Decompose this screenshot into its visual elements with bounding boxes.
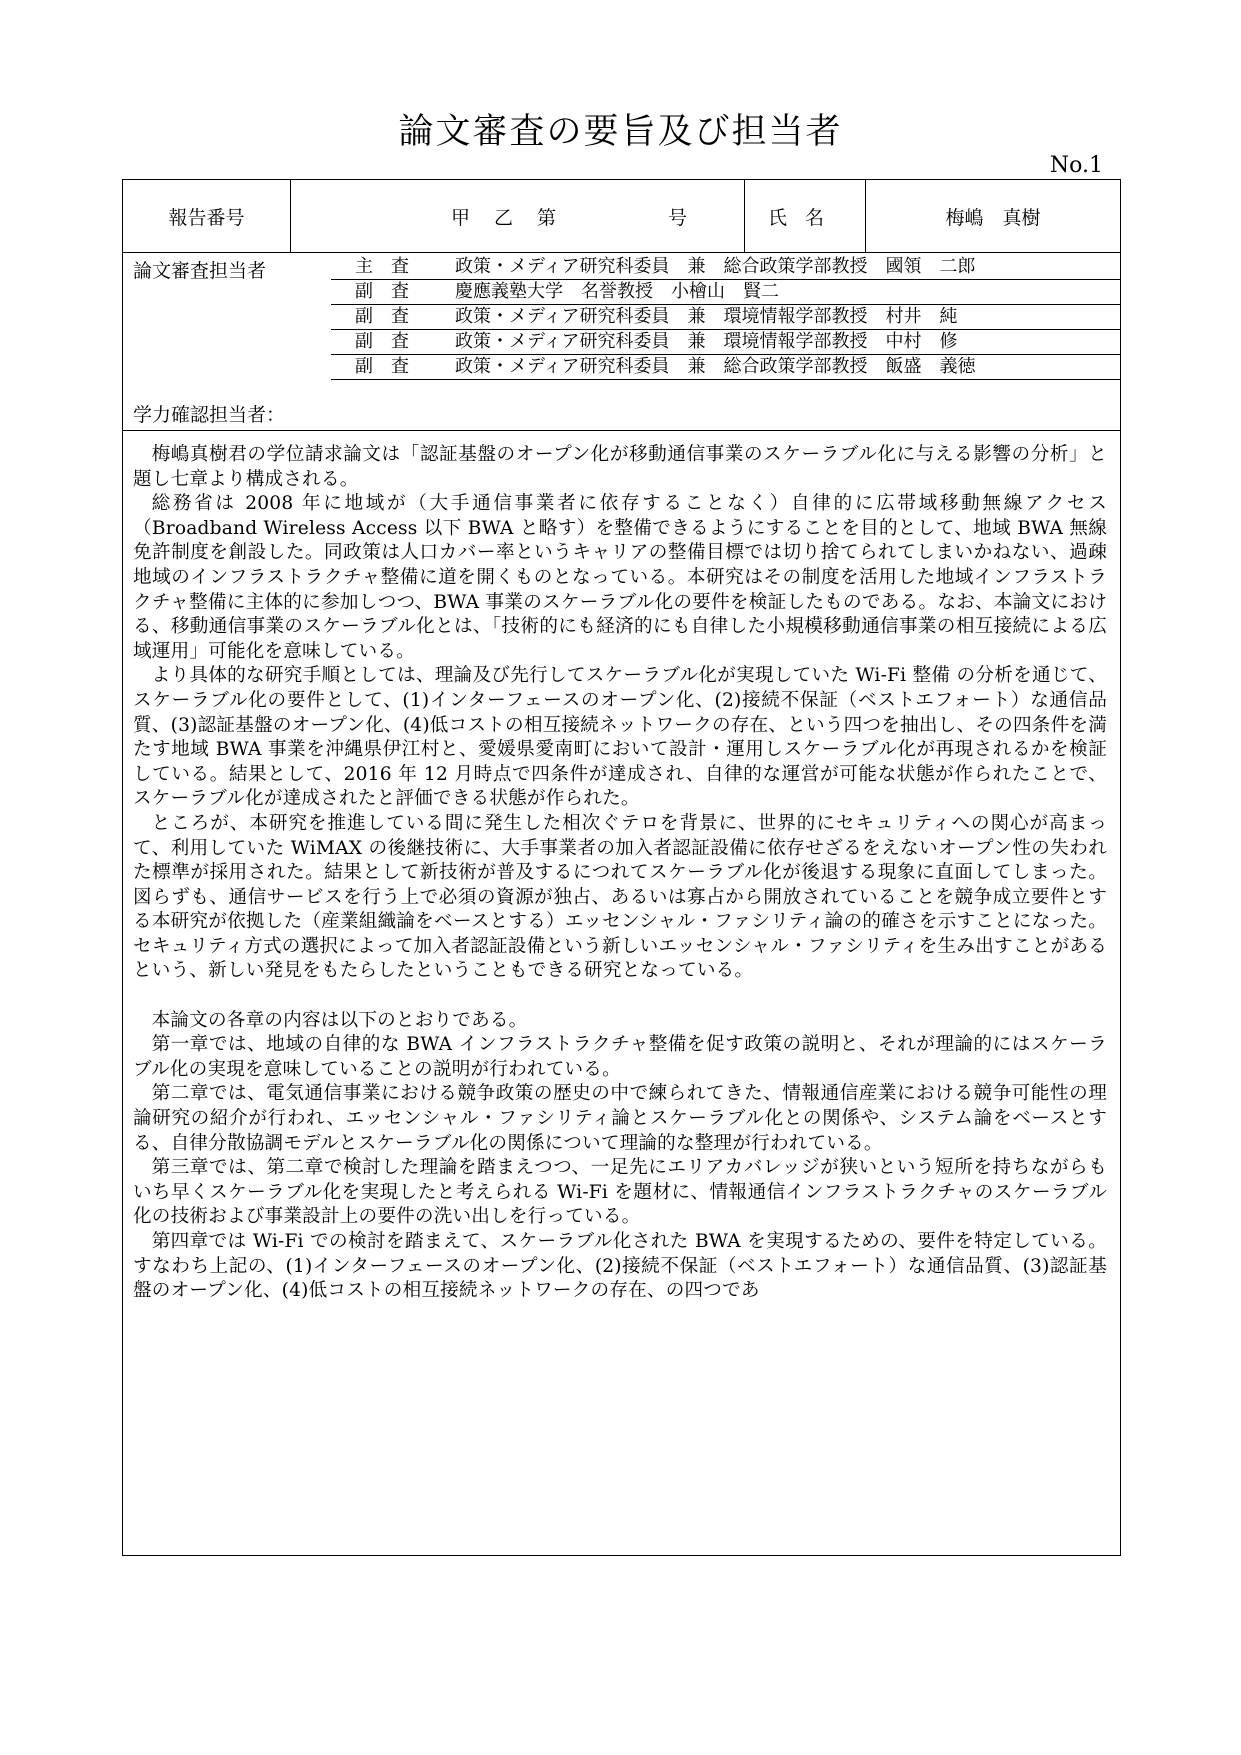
name-value: 梅嶋 真樹 <box>945 206 1041 229</box>
examiner-detail: 政策・メディア研究科委員 兼 総合政策学部教授 飯盛 義徳 <box>455 356 976 377</box>
page-title: 論文審査の要旨及び担当者 <box>398 112 843 152</box>
examiner-row <box>331 254 1120 280</box>
report-number-field <box>291 180 745 252</box>
examiner-detail: 政策・メディア研究科委員 兼 環境情報学部教授 村井 純 <box>455 306 958 327</box>
examiner-role: 副 査 <box>355 356 409 377</box>
examiner-role: 副 査 <box>355 281 409 302</box>
examiners-section <box>123 252 1120 431</box>
report-no-char-2: 乙 <box>494 206 514 229</box>
paragraph: 第四章では Wi-Fi での検討を踏まえて、スケーラブル化された BWA を実現するための、要件を特定している。すなわち上記の、(1)インターフェースのオープン化、(2)接続不保証（ベストエフォート）な通信品質、(3)認証基盤のオープン化、(4)低コストの相互接続ネットワークの存在、の四つであ <box>133 1231 1107 1302</box>
examiner-detail: 政策・メディア研究科委員 兼 総合政策学部教授 國領 二郎 <box>455 256 976 277</box>
paragraph: 第三章では、第二章で検討した理論を踏まえつつ、一足先にエリアカバレッジが狭いという短所を持ちながらもいち早くスケーラブル化を実現したと考えられる Wi-Fi を題材に、情報通信インフラストラクチャのスケーラブル化の技術および事業設計上の要件の洗い出しを行っている。 <box>133 1157 1107 1228</box>
report-no-char-3: 第 <box>537 206 557 229</box>
name-label: 氏名 <box>745 180 866 252</box>
examiner-detail: 慶應義塾大学 名誉教授 小檜山 賢二 <box>455 281 779 302</box>
confirm-examiner-label: 学力確認担当者： <box>133 404 286 426</box>
form-frame <box>122 179 1121 1556</box>
summary-body <box>133 443 1107 1304</box>
paragraph-gap <box>133 984 1107 1009</box>
paragraph: 梅嶋真樹君の学位請求論文は「認証基盤のオープン化が移動通信事業のスケーラブル化に与える影響の分析」と題し七章より構成される。 <box>133 444 1107 490</box>
page-number: No.1 <box>1049 153 1103 178</box>
report-number-label: 報告番号 <box>123 180 291 252</box>
examiner-role: 副 査 <box>355 306 409 327</box>
paragraph: より具体的な研究手順としては、理論及び先行してスケーラブル化が実現していた Wi-Fi 整備 の分析を通じて、スケーラブル化の要件として、(1)インターフェースのオープン化、(2)接続不保証（ベストエフォート）な通信品質、(3)認証基盤のオープン化、(4)低コストの相互接続ネットワークの存在、という四つを抽出し、その四条件を満たす地域 BWA 事業を沖縄県伊江村と、愛媛県愛南町において設計・運用しスケーラブル化が再現されるかを検証している。結果として、2016 年 12 月時点で四条件が達成され、自律的な運営が可能な状態が作られたことで、スケーラブル化が達成されたと評価できる状態が作られた。 <box>133 665 1107 810</box>
paragraph: 本論文の各章の内容は以下のとおりである。 <box>151 1009 528 1031</box>
examiner-detail: 政策・メディア研究科委員 兼 環境情報学部教授 中村 修 <box>455 331 958 352</box>
paragraph: 第二章では、電気通信事業における競争政策の歴史の中で練られてきた、情報通信産業における競争可能性の理論研究の紹介が行われ、エッセンシャル・ファシリティ論とスケーラブル化との関係や、システム論をベースとする、自律分散協調モデルとスケーラブル化の関係について理論的な整理が行われている。 <box>133 1083 1107 1154</box>
examiner-row <box>331 304 1120 330</box>
paragraph: ところが、本研究を推進している間に発生した相次ぐテロを背景に、世界的にセキュリティへの関心が高まって、利用していた WiMAX の後継技術に、大手事業者の加入者認証設備に依存せざるをえないオープン性の失われた標準が採用された。結果として新技術が普及するにつれてスケーラブル化が後退する現象に直面してしまった。図らずも、通信サービスを行う上で必須の資源が独占、あるいは寡占から開放されていることを競争成立要件とする本研究が依拠した（産業組織論をベースとする）エッセンシャル・ファシリティ論の的確さを示すことになった。セキュリティ方式の選択によって加入者認証設備という新しいエッセンシャル・ファシリティを生み出すことがあるという、新しい発見をもたらしたということもできる研究となっている。 <box>133 812 1107 982</box>
header-row <box>123 180 1120 253</box>
paragraph: 第一章では、地域の自律的な BWA インフラストラクチャ整備を促す政策の説明と、それが理論的にはスケーラブル化の実現を意味していることの説明が行われている。 <box>133 1034 1107 1080</box>
examiner-row <box>331 279 1120 305</box>
examiner-row <box>331 354 1120 380</box>
report-no-char-1: 甲 <box>451 206 471 229</box>
examiner-role: 副 査 <box>355 331 409 352</box>
report-no-suffix: 号 <box>668 206 688 229</box>
examiners-label: 論文審査担当者 <box>133 260 267 282</box>
paragraph: 総務省は 2008 年に地域が（大手通信事業者に依存することなく）自律的に広帯域移動無線アクセス（Broadband Wireless Access 以下 BWA と略す）を整備できるようにすることを目的として、地域 BWA 無線免許制度を創設した。同政策は人口カバー率というキャリアの整備目標では切り捨てられてしまいかねない、過疎地域のインフラストラクチャ整備に道を開くものとなっている。本研究はその制度を活用した地域インフラストラクチャ整備に主体的に参加しつつ、BWA 事業のスケーラブル化の要件を検証したものである。なお、本論文における、移動通信事業のスケーラブル化とは、「技術的にも経済的にも自律した小規模移動通信事業の相互接続による広域運用」可能化を意味している。 <box>133 493 1107 662</box>
examiner-row <box>331 329 1120 355</box>
examiner-role: 主 査 <box>355 256 409 277</box>
